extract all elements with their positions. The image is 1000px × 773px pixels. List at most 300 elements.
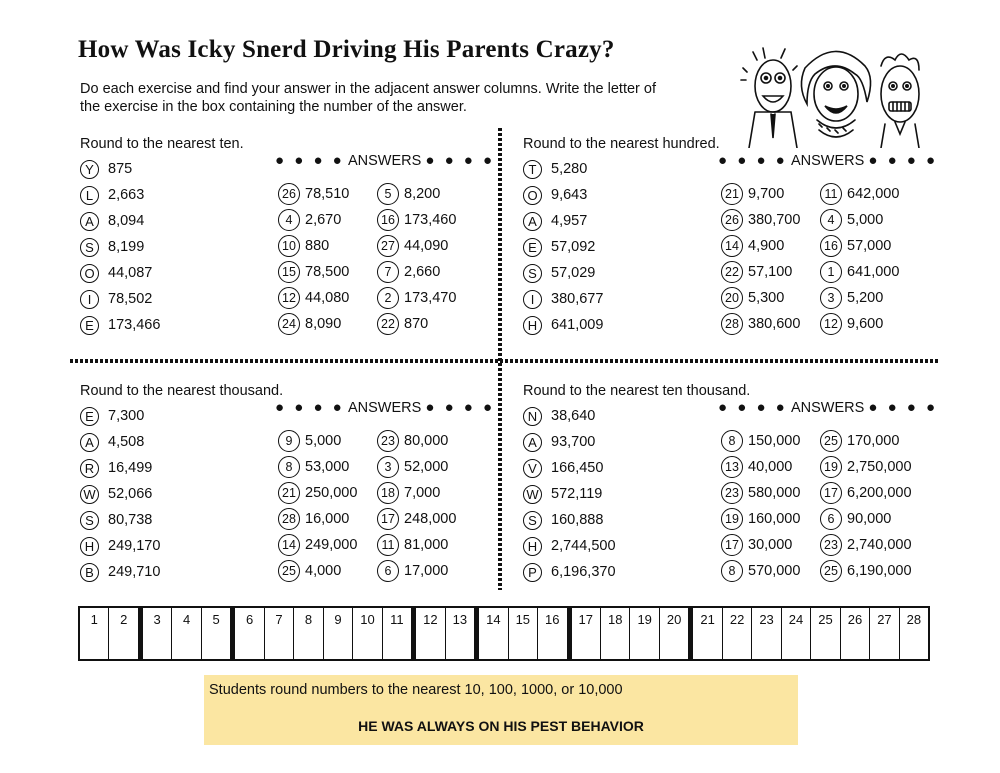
answer-number: 12: [820, 313, 842, 335]
answer-value: 249,000: [305, 537, 358, 553]
exercise-row: [523, 312, 603, 338]
answer-box-number: 2: [120, 612, 128, 627]
answer-box[interactable]: [383, 608, 416, 659]
answer-number: 16: [820, 235, 842, 257]
answer-option: [820, 181, 899, 207]
exercise-value: 249,710: [108, 564, 161, 580]
quadrant-title: Round to the nearest thousand.: [80, 383, 284, 399]
answer-box-number: 28: [906, 612, 922, 627]
answer-value: 380,600: [748, 316, 801, 332]
answer-option: [278, 454, 357, 480]
answer-box[interactable]: [143, 608, 172, 659]
exercise-row: [523, 260, 603, 286]
exercise-list: [80, 403, 160, 585]
exercise-letter: S: [80, 238, 99, 257]
exercise-value: 52,066: [108, 486, 153, 502]
exercise-value: 16,499: [108, 460, 153, 476]
answer-box[interactable]: [172, 608, 201, 659]
answer-box-number: 27: [877, 612, 892, 627]
exercise-list: [80, 156, 160, 338]
answer-value: 16,000: [305, 511, 350, 527]
answers-label: ANSWERS: [347, 153, 422, 169]
answer-value: 250,000: [305, 485, 358, 501]
quadrant-nearest-ten: [80, 136, 500, 361]
exercise-row: [80, 182, 160, 208]
answer-option: [721, 428, 800, 454]
answer-number: 28: [278, 508, 300, 530]
exercise-row: [523, 559, 616, 585]
exercise-letter: R: [80, 459, 99, 478]
answer-box[interactable]: [265, 608, 294, 659]
answer-number: 28: [721, 313, 743, 335]
answer-value: 5,000: [847, 212, 884, 228]
exercise-value: 249,170: [108, 538, 161, 554]
answer-box-number: 4: [183, 612, 191, 627]
dots-left: ● ● ● ●: [275, 399, 345, 416]
answer-box[interactable]: [80, 608, 109, 659]
exercise-row: [80, 559, 160, 585]
answer-option: [278, 181, 349, 207]
answer-number: 17: [377, 508, 399, 530]
exercise-letter: A: [80, 212, 99, 231]
exercise-letter: S: [523, 511, 542, 530]
exercise-letter: A: [523, 433, 542, 452]
answer-box[interactable]: [446, 608, 479, 659]
exercise-row: [523, 455, 616, 481]
answer-number: 18: [377, 482, 399, 504]
answer-option: [278, 480, 357, 506]
exercise-value: 572,119: [551, 486, 603, 502]
answer-number: 14: [721, 235, 743, 257]
answer-number: 11: [377, 534, 399, 556]
exercise-value: 2,744,500: [551, 538, 616, 554]
exercise-value: 160,888: [551, 512, 604, 528]
answer-number: 10: [278, 235, 300, 257]
answer-box[interactable]: [202, 608, 235, 659]
exercise-value: 8,199: [108, 239, 145, 255]
exercise-letter: W: [80, 485, 99, 504]
exercise-letter: V: [523, 459, 542, 478]
answer-box[interactable]: [601, 608, 630, 659]
answer-value: 870: [404, 316, 429, 332]
exercise-row: [80, 403, 160, 429]
answer-value: 52,000: [404, 459, 449, 475]
exercise-row: [523, 403, 616, 429]
answers-header: [275, 399, 495, 416]
answer-number: 24: [278, 313, 300, 335]
answer-number: 23: [721, 482, 743, 504]
exercise-value: 38,640: [551, 408, 596, 424]
answer-value: 57,000: [847, 238, 892, 254]
dots-right: ● ● ● ●: [425, 152, 496, 169]
quadrant-nearest-thousand: [80, 383, 500, 608]
exercise-row: [523, 481, 616, 507]
answer-number: 21: [721, 183, 743, 205]
answer-box[interactable]: [693, 608, 722, 659]
answer-value: 81,000: [404, 537, 449, 553]
exercise-letter: H: [523, 316, 542, 335]
answer-option: [377, 480, 456, 506]
exercise-row: [523, 286, 603, 312]
answer-option: [820, 558, 912, 584]
answer-value: 44,080: [305, 290, 350, 306]
answer-value: 380,700: [748, 212, 801, 228]
answer-option: [377, 558, 456, 584]
answer-box[interactable]: [752, 608, 781, 659]
answer-value: 6,190,000: [847, 563, 912, 579]
answer-number: 14: [278, 534, 300, 556]
worksheet-title: How Was Icky Snerd Driving His Parents Crazy?: [78, 36, 615, 63]
answer-option: [721, 259, 800, 285]
exercise-letter: W: [523, 485, 542, 504]
answer-box-number: 17: [578, 612, 593, 627]
answer-value: 80,000: [404, 433, 449, 449]
answer-number: 26: [721, 209, 743, 231]
exercise-row: [523, 507, 616, 533]
exercise-letter: S: [523, 264, 542, 283]
answer-value: 173,460: [404, 212, 457, 228]
answer-number: 23: [377, 430, 399, 452]
exercise-letter: O: [80, 264, 99, 283]
answer-option: [278, 506, 357, 532]
exercise-value: 57,029: [551, 265, 596, 281]
answer-option: [721, 207, 800, 233]
answer-value: 7,000: [404, 485, 441, 501]
answer-box-number: 8: [304, 612, 313, 627]
answer-option: [377, 207, 456, 233]
answer-number: 2: [377, 287, 399, 309]
answer-value: 8,090: [305, 316, 342, 332]
answer-box[interactable]: [782, 608, 811, 659]
answer-box-number: 1: [90, 612, 98, 627]
exercise-letter: O: [523, 186, 542, 205]
riddle-answer: HE WAS ALWAYS ON HIS PEST BEHAVIOR: [358, 718, 644, 734]
exercise-row: [523, 429, 616, 455]
exercise-value: 6,196,370: [551, 564, 616, 580]
answer-value: 5,000: [305, 433, 342, 449]
answer-box[interactable]: [811, 608, 840, 659]
answer-number: 15: [278, 261, 300, 283]
answer-option: [278, 233, 349, 259]
exercise-row: [523, 208, 603, 234]
answer-option: [721, 480, 800, 506]
answer-value: 6,200,000: [847, 485, 912, 501]
answer-option: [820, 480, 912, 506]
answer-number: 19: [721, 508, 743, 530]
exercise-value: 78,502: [108, 291, 153, 307]
answer-option: [278, 311, 349, 337]
quadrant-title: Round to the nearest ten.: [80, 136, 244, 152]
dots-left: ● ● ● ●: [718, 152, 788, 169]
answer-box-number: 26: [847, 612, 863, 627]
exercise-value: 380,677: [551, 291, 604, 307]
dots-right: ● ● ● ●: [868, 152, 939, 169]
answer-value: 2,660: [404, 264, 441, 280]
answer-box-number: 6: [245, 612, 254, 627]
answer-value: 17,000: [404, 563, 449, 579]
answer-box-number: 21: [700, 612, 715, 627]
answer-box-number: 18: [607, 612, 623, 627]
answer-value: 642,000: [847, 186, 900, 202]
exercise-row: [80, 234, 160, 260]
answer-box[interactable]: [870, 608, 899, 659]
answer-option: [278, 207, 349, 233]
answer-box[interactable]: [509, 608, 538, 659]
answer-box-number: 25: [818, 612, 833, 627]
answer-number: 25: [278, 560, 300, 582]
exercise-value: 4,957: [551, 213, 588, 229]
exercise-list: [523, 156, 603, 338]
answer-box-number: 10: [360, 612, 375, 627]
answer-number: 3: [820, 287, 842, 309]
answer-option: [377, 259, 456, 285]
answer-value: 57,100: [748, 264, 793, 280]
exercise-row: [523, 533, 616, 559]
quadrant-title: Round to the nearest hundred.: [523, 136, 720, 152]
answers-label: ANSWERS: [347, 400, 422, 416]
exercise-row: [80, 312, 160, 338]
exercise-row: [523, 234, 603, 260]
answer-box[interactable]: [900, 608, 928, 659]
exercise-row: [80, 481, 160, 507]
answer-box-number: 3: [153, 612, 161, 627]
answer-column: [721, 181, 800, 337]
exercise-letter: T: [523, 160, 542, 179]
exercise-letter: P: [523, 563, 542, 582]
answer-option: [721, 558, 800, 584]
answer-value: 570,000: [748, 563, 801, 579]
answers-header: [718, 152, 938, 169]
answer-option: [721, 285, 800, 311]
answer-column: [820, 428, 912, 584]
teacher-note: [204, 675, 798, 745]
answer-box-number: 15: [515, 612, 531, 627]
exercise-letter: S: [80, 511, 99, 530]
answer-number: 25: [820, 560, 842, 582]
exercise-value: 173,466: [108, 317, 161, 333]
answer-number: 3: [377, 456, 399, 478]
answer-option: [721, 532, 800, 558]
answer-number: 25: [820, 430, 842, 452]
exercise-value: 166,450: [551, 460, 604, 476]
answer-value: 880: [305, 238, 330, 254]
answer-option: [278, 285, 349, 311]
answer-box-number: 14: [486, 612, 501, 627]
answer-option: [721, 454, 800, 480]
answer-number: 8: [721, 560, 743, 582]
answer-number: 7: [377, 261, 399, 283]
dots-left: ● ● ● ●: [275, 152, 345, 169]
answer-value: 173,470: [404, 290, 457, 306]
exercise-letter: L: [80, 186, 99, 205]
exercise-value: 8,094: [108, 213, 145, 229]
answer-box[interactable]: [353, 608, 382, 659]
answer-value: 170,000: [847, 433, 900, 449]
answer-number: 17: [721, 534, 743, 556]
answer-box[interactable]: [235, 608, 264, 659]
answer-box-number: 20: [666, 612, 682, 627]
exercise-row: [80, 286, 160, 312]
answer-number: 23: [820, 534, 842, 556]
quadrant-nearest-hundred: [523, 136, 943, 361]
answer-option: [377, 311, 456, 337]
answer-value: 44,090: [404, 238, 449, 254]
answer-option: [820, 259, 899, 285]
answer-value: 90,000: [847, 511, 892, 527]
answer-number: 22: [721, 261, 743, 283]
answers-label: ANSWERS: [790, 153, 865, 169]
answer-box[interactable]: [723, 608, 752, 659]
answer-value: 40,000: [748, 459, 793, 475]
answer-value: 248,000: [404, 511, 457, 527]
cartoon-illustration: [735, 38, 935, 148]
exercise-value: 44,087: [108, 265, 153, 281]
answer-column: [820, 181, 899, 337]
answer-box[interactable]: [294, 608, 323, 659]
answer-option: [721, 506, 800, 532]
answer-box[interactable]: [538, 608, 571, 659]
answer-value: 160,000: [748, 511, 801, 527]
answer-number: 20: [721, 287, 743, 309]
exercise-value: 4,508: [108, 434, 145, 450]
answer-box-number: 22: [729, 612, 745, 627]
answer-box-number: 5: [212, 612, 220, 627]
exercise-value: 57,092: [551, 239, 596, 255]
exercise-row: [80, 429, 160, 455]
answer-value: 78,510: [305, 186, 350, 202]
answer-number: 5: [377, 183, 399, 205]
answer-option: [721, 311, 800, 337]
answer-option: [820, 506, 912, 532]
answer-number: 26: [278, 183, 300, 205]
answer-value: 9,600: [847, 316, 884, 332]
answer-value: 30,000: [748, 537, 793, 553]
exercise-letter: A: [523, 212, 542, 231]
answer-option: [278, 259, 349, 285]
answer-box-number: 16: [545, 612, 560, 627]
exercise-letter: H: [80, 537, 99, 556]
exercise-row: [80, 533, 160, 559]
answer-value: 4,000: [305, 563, 342, 579]
quadrant-title: Round to the nearest ten thousand.: [523, 383, 751, 399]
answer-option: [820, 454, 912, 480]
answer-number: 19: [820, 456, 842, 478]
answer-value: 5,300: [748, 290, 785, 306]
exercise-row: [80, 156, 160, 182]
exercise-letter: N: [523, 407, 542, 426]
answer-option: [377, 532, 456, 558]
answer-box[interactable]: [660, 608, 693, 659]
exercise-row: [80, 208, 160, 234]
answer-number: 8: [721, 430, 743, 452]
answer-number: 16: [377, 209, 399, 231]
answer-number: 17: [820, 482, 842, 504]
exercise-value: 875: [108, 161, 133, 177]
answer-value: 580,000: [748, 485, 801, 501]
answer-box-number: 23: [759, 612, 774, 627]
answer-value: 5,200: [847, 290, 884, 306]
answer-number: 6: [820, 508, 842, 530]
exercise-value: 80,738: [108, 512, 153, 528]
answer-option: [377, 454, 456, 480]
exercise-value: 93,700: [551, 434, 596, 450]
answer-value: 78,500: [305, 264, 350, 280]
answer-number: 12: [278, 287, 300, 309]
answer-column: [278, 428, 357, 584]
exercise-value: 2,663: [108, 187, 145, 203]
exercise-letter: Y: [80, 160, 99, 179]
exercise-row: [80, 260, 160, 286]
exercise-row: [523, 182, 603, 208]
answer-value: 150,000: [748, 433, 801, 449]
answer-column: [377, 428, 456, 584]
answer-value: 2,670: [305, 212, 342, 228]
answer-box[interactable]: [416, 608, 445, 659]
exercise-row: [80, 507, 160, 533]
answer-option: [377, 428, 456, 454]
answers-header: [275, 152, 495, 169]
exercise-value: 9,643: [551, 187, 588, 203]
dots-right: ● ● ● ●: [868, 399, 939, 416]
answer-value: 8,200: [404, 186, 441, 202]
answer-column: [721, 428, 800, 584]
answer-option: [820, 428, 912, 454]
exercise-letter: A: [80, 433, 99, 452]
answer-option: [278, 558, 357, 584]
answer-box[interactable]: [572, 608, 601, 659]
answer-number: 4: [820, 209, 842, 231]
answer-number: 1: [820, 261, 842, 283]
exercise-letter: E: [523, 238, 542, 257]
answer-box[interactable]: [324, 608, 353, 659]
answer-value: 641,000: [847, 264, 900, 280]
answer-option: [820, 532, 912, 558]
answer-value: 53,000: [305, 459, 350, 475]
exercise-letter: H: [523, 537, 542, 556]
exercise-row: [80, 455, 160, 481]
exercise-letter: I: [523, 290, 542, 309]
answer-option: [820, 207, 899, 233]
answer-option: [721, 233, 800, 259]
exercise-letter: B: [80, 563, 99, 582]
exercise-letter: I: [80, 290, 99, 309]
exercise-letter: E: [80, 407, 99, 426]
answer-option: [377, 285, 456, 311]
answer-option: [820, 285, 899, 311]
answer-column: [278, 181, 349, 337]
exercise-row: [523, 156, 603, 182]
answer-box-number: 9: [334, 612, 342, 627]
exercise-value: 5,280: [551, 161, 588, 177]
answer-box-number: 11: [390, 612, 404, 627]
answer-box-number: 12: [423, 612, 438, 627]
answer-option: [278, 532, 357, 558]
answer-number: 13: [721, 456, 743, 478]
answer-value: 9,700: [748, 186, 785, 202]
instructions: Do each exercise and find your answer in the adjacent answer columns. Write the letter of the exercise in the box containing the number of the answer.: [80, 81, 656, 115]
exercise-list: [523, 403, 616, 585]
answer-box[interactable]: [630, 608, 659, 659]
dots-left: ● ● ● ●: [718, 399, 788, 416]
answer-box[interactable]: [109, 608, 142, 659]
answer-box-number: 24: [788, 612, 804, 627]
answer-box[interactable]: [841, 608, 870, 659]
answer-number: 22: [377, 313, 399, 335]
answer-number: 6: [377, 560, 399, 582]
answer-option: [377, 506, 456, 532]
note-description: Students round numbers to the nearest 10, 100, 1000, or 10,000: [209, 682, 623, 698]
answer-box[interactable]: [479, 608, 508, 659]
